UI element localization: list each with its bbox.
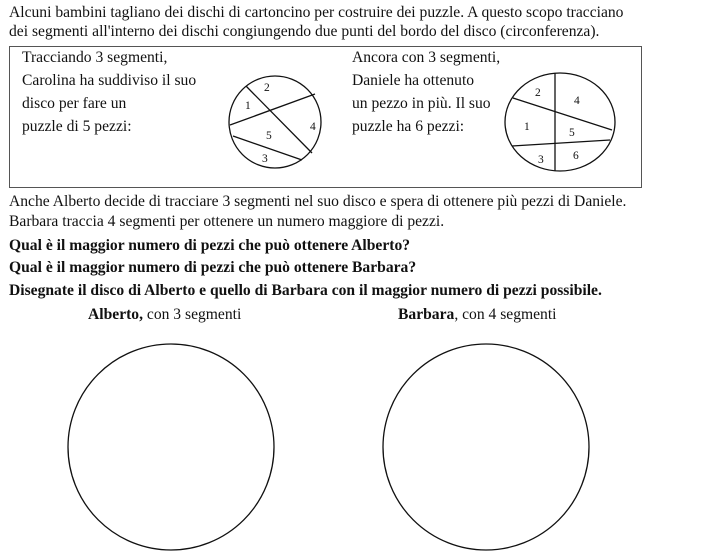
carolina-piece-label: 3	[262, 153, 268, 165]
statement-line-1: Anche Alberto decide di tracciare 3 segmenti nel suo disco e spera di ottenere più pezzi di Daniele.	[9, 193, 627, 210]
carolina-text-line-4: puzzle di 5 pezzi:	[22, 118, 132, 135]
barbara-answer-disc[interactable]	[383, 344, 589, 550]
daniele-disc	[505, 73, 615, 171]
carolina-piece-label: 5	[266, 130, 272, 142]
daniele-piece-label: 1	[524, 121, 530, 133]
barbara-segments-text: , con 4 segmenti	[454, 306, 557, 323]
daniele-piece-label: 6	[573, 150, 579, 162]
daniele-piece-label: 5	[569, 127, 575, 139]
carolina-text-line-1: Tracciando 3 segmenti,	[22, 49, 168, 66]
intro-line-1: Alcuni bambini tagliano dei dischi di cartoncino per costruire dei puzzle. A questo scopo tracciano	[9, 4, 624, 21]
daniele-text-line-1: Ancora con 3 segmenti,	[352, 49, 501, 66]
daniele-text-line-3: un pezzo in più. Il suo	[352, 95, 491, 112]
question-1: Qual è il maggior numero di pezzi che può ottenere Alberto?	[9, 237, 411, 254]
alberto-segments-text: con 3 segmenti	[143, 306, 242, 323]
question-2: Qual è il maggior numero di pezzi che può ottenere Barbara?	[9, 259, 417, 276]
daniele-segment-3	[512, 140, 610, 146]
daniele-text-line-4: puzzle ha 6 pezzi:	[352, 118, 465, 135]
carolina-disc-circle	[229, 76, 321, 168]
carolina-piece-label: 4	[310, 121, 316, 133]
carolina-text-line-2: Carolina ha suddiviso il suo	[22, 72, 197, 89]
carolina-segment-1	[246, 86, 312, 153]
statement-line-2: Barbara traccia 4 segmenti per ottenere un numero maggiore di pezzi.	[9, 213, 445, 230]
intro-line-2: dei segmenti all'interno dei dischi congiungendo due punti del bordo del disco (circonferenza).	[9, 23, 600, 40]
daniele-piece-label: 3	[538, 154, 544, 166]
barbara-disc-label	[398, 307, 557, 323]
daniele-disc-ellipse	[505, 73, 615, 171]
daniele-piece-label: 2	[535, 87, 541, 99]
daniele-text-line-2: Daniele ha ottenuto	[352, 72, 475, 89]
daniele-piece-label: 4	[574, 95, 580, 107]
carolina-piece-label: 2	[264, 82, 270, 94]
carolina-piece-label: 1	[245, 100, 251, 112]
alberto-disc-label	[88, 307, 241, 323]
carolina-text-line-3: disco per fare un	[22, 95, 127, 112]
carolina-segment-2	[230, 94, 315, 125]
question-3: Disegnate il disco di Alberto e quello di Barbara con il maggior numero di pezzi possibile.	[9, 282, 602, 299]
alberto-answer-disc[interactable]	[68, 344, 274, 550]
carolina-disc	[229, 76, 321, 168]
barbara-name: Barbara	[398, 306, 455, 323]
alberto-name: Alberto,	[88, 306, 143, 323]
